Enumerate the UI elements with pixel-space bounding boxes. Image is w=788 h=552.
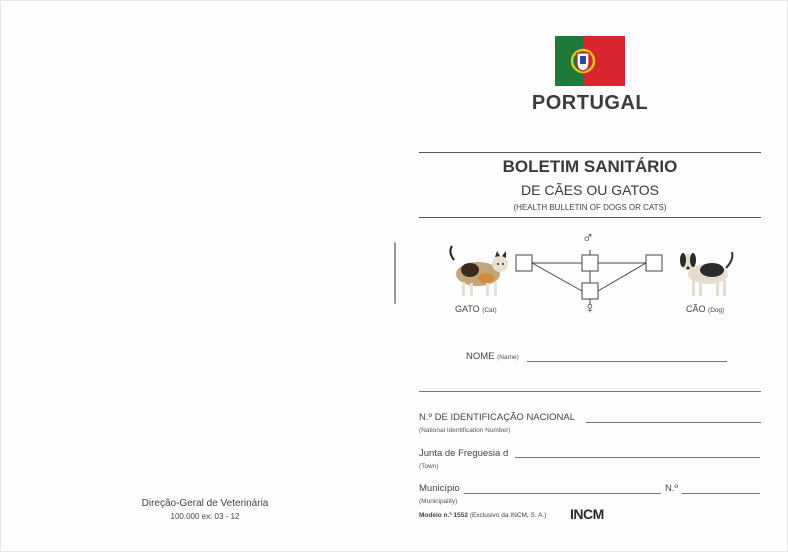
dog-label-english: (Dog) xyxy=(708,307,725,314)
number-input-line[interactable] xyxy=(682,493,760,494)
cat-caption xyxy=(455,304,497,314)
cat-label: GATO xyxy=(455,304,480,314)
parish-input-line[interactable] xyxy=(515,457,760,458)
parish-field-label: Junta de Freguesia d xyxy=(419,448,509,459)
name-label: NOME xyxy=(466,351,495,362)
cat-illustration-icon xyxy=(450,246,508,296)
cat-label-english: (Cat) xyxy=(482,307,497,314)
print-run: 100.000 ex. 03 - 12 xyxy=(170,512,240,521)
id-field-label: N.º DE IDENTIFICAÇÃO NACIONAL xyxy=(419,412,576,423)
name-field-label xyxy=(466,351,519,362)
portugal-flag-icon xyxy=(555,36,625,86)
parish-field-label-english: (Town) xyxy=(419,463,439,470)
male-symbol-icon: ♂ xyxy=(582,230,594,247)
fold-crease xyxy=(394,242,396,304)
document-subtitle: DE CÃES OU GATOS xyxy=(521,182,659,198)
title-top-rule xyxy=(419,152,761,153)
dog-illustration-icon xyxy=(680,252,732,296)
dog-label: CÃO xyxy=(686,304,706,314)
document-subtitle-english: (HEALTH BULLETIN OF DOGS OR CATS) xyxy=(513,203,667,212)
model-number xyxy=(419,512,546,519)
female-symbol-icon: ♀ xyxy=(584,300,596,317)
incm-logo: INCM xyxy=(570,506,604,522)
number-field-label: N.º xyxy=(665,483,678,494)
document-title: BOLETIM SANITÁRIO xyxy=(502,157,678,176)
municipality-input-line[interactable] xyxy=(464,493,661,494)
name-input-line[interactable] xyxy=(527,361,727,362)
country-title: PORTUGAL xyxy=(531,92,649,114)
municipality-field-label-english: (Municipality) xyxy=(419,498,458,505)
name-label-english: (Name) xyxy=(497,354,519,361)
issuing-authority: Direção-Geral de Veterinária xyxy=(141,498,269,509)
municipality-field-label: Município xyxy=(419,483,460,494)
dog-caption xyxy=(686,304,724,314)
model-number-note: (Exclusivo da INCM, S. A.) xyxy=(469,512,547,519)
name-second-line[interactable] xyxy=(419,391,761,392)
id-input-line[interactable] xyxy=(586,422,761,423)
id-field-label-english: (National Identification Number) xyxy=(419,427,511,434)
title-bottom-rule xyxy=(419,217,761,218)
model-number-bold: Modelo n.º 1552 xyxy=(419,512,468,519)
